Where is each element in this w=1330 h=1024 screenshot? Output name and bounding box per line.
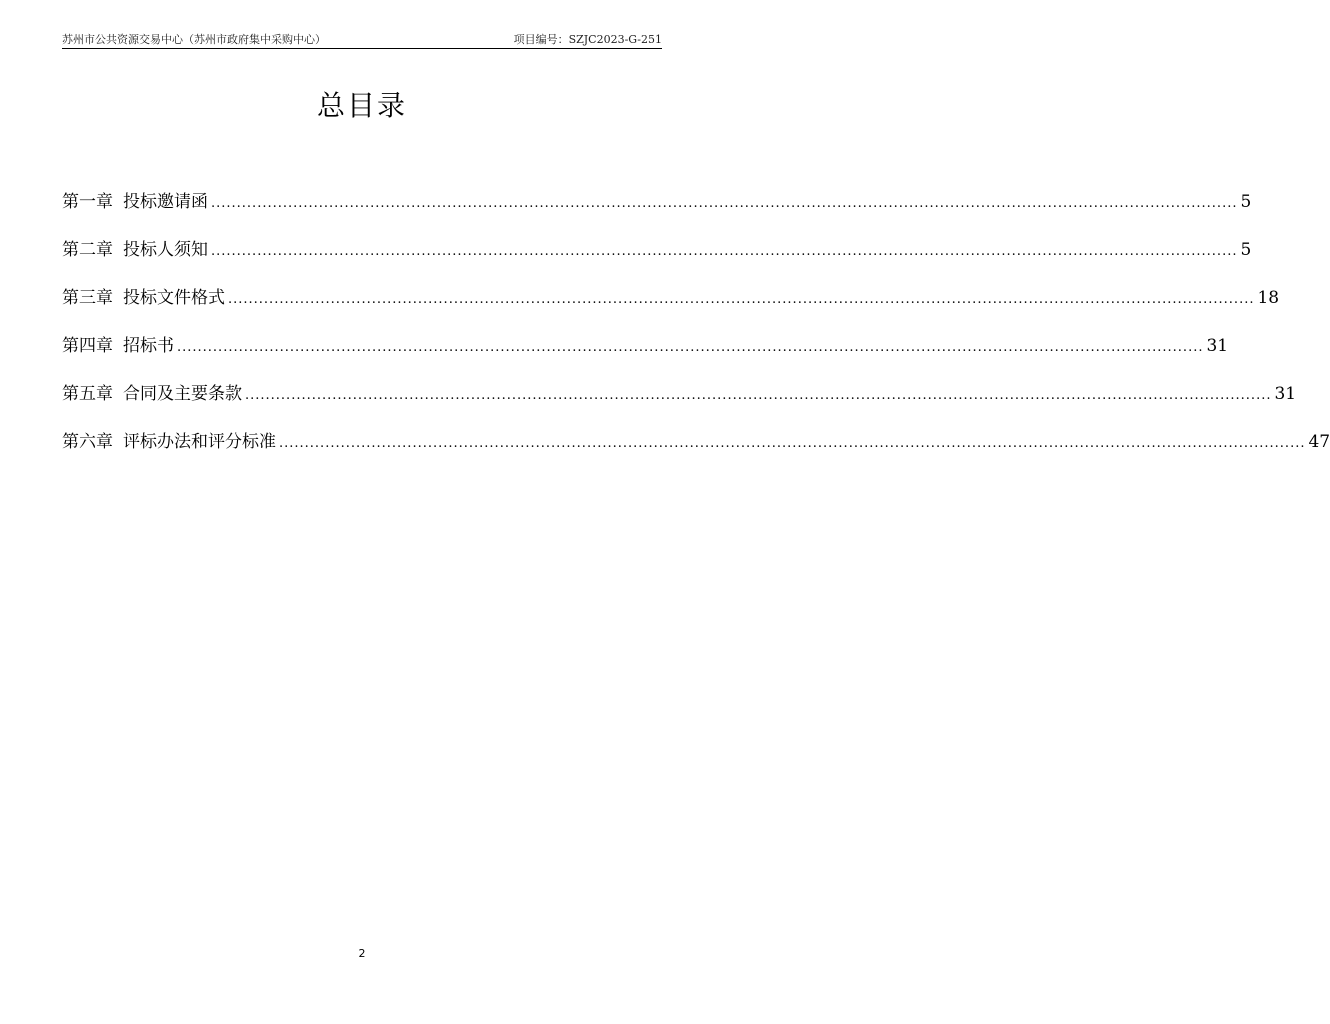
page-title: 总目录 [316, 89, 407, 122]
toc-leader-dots: ........................................................................................................................................................................................................ [211, 244, 1238, 259]
toc-leader-dots: ........................................................................................................................................................................................................ [228, 292, 1255, 307]
table-of-contents [62, 190, 1330, 478]
toc-page-number: 5 [1240, 192, 1252, 212]
toc-leader-dots: ........................................................................................................................................................................................................ [245, 388, 1272, 403]
toc-chapter-label: 第三章 [62, 288, 113, 308]
header-organization: 苏州市公共资源交易中心（苏州市政府集中采购中心） [62, 33, 326, 46]
toc-page-number: 5 [1240, 240, 1252, 260]
toc-entry-3[interactable] [62, 286, 1280, 334]
header-project-number: 项目编号：SZJC2023-G-251 [513, 33, 662, 46]
toc-entry-5[interactable] [62, 382, 1297, 430]
toc-leader-dots: ........................................................................................................................................................................................................ [279, 436, 1306, 451]
toc-entry-1[interactable] [62, 190, 1252, 238]
toc-entry-title: 评标办法和评分标准 [123, 432, 276, 452]
toc-leader-dots: ........................................................................................................................................................................................................ [177, 340, 1204, 355]
toc-chapter-label: 第四章 [62, 336, 113, 356]
toc-entry-title: 投标文件格式 [123, 288, 225, 308]
toc-chapter-label: 第一章 [62, 192, 113, 212]
toc-page-number: 47 [1308, 432, 1330, 452]
toc-entry-title: 招标书 [123, 336, 174, 356]
toc-entry-2[interactable] [62, 238, 1252, 286]
toc-leader-dots: ........................................................................................................................................................................................................ [211, 196, 1238, 211]
toc-entry-title: 投标人须知 [123, 240, 208, 260]
toc-entry-title: 投标邀请函 [123, 192, 208, 212]
toc-entry-4[interactable] [62, 334, 1229, 382]
toc-page-number: 31 [1274, 384, 1297, 404]
page-header [62, 34, 662, 49]
toc-chapter-label: 第二章 [62, 240, 113, 260]
toc-chapter-label: 第五章 [62, 384, 113, 404]
footer-page-number: 2 [358, 947, 366, 960]
toc-page-number: 18 [1257, 288, 1280, 308]
toc-chapter-label: 第六章 [62, 432, 113, 452]
toc-entry-title: 合同及主要条款 [123, 384, 242, 404]
toc-entry-6[interactable] [62, 430, 1330, 478]
toc-page-number: 31 [1206, 336, 1229, 356]
